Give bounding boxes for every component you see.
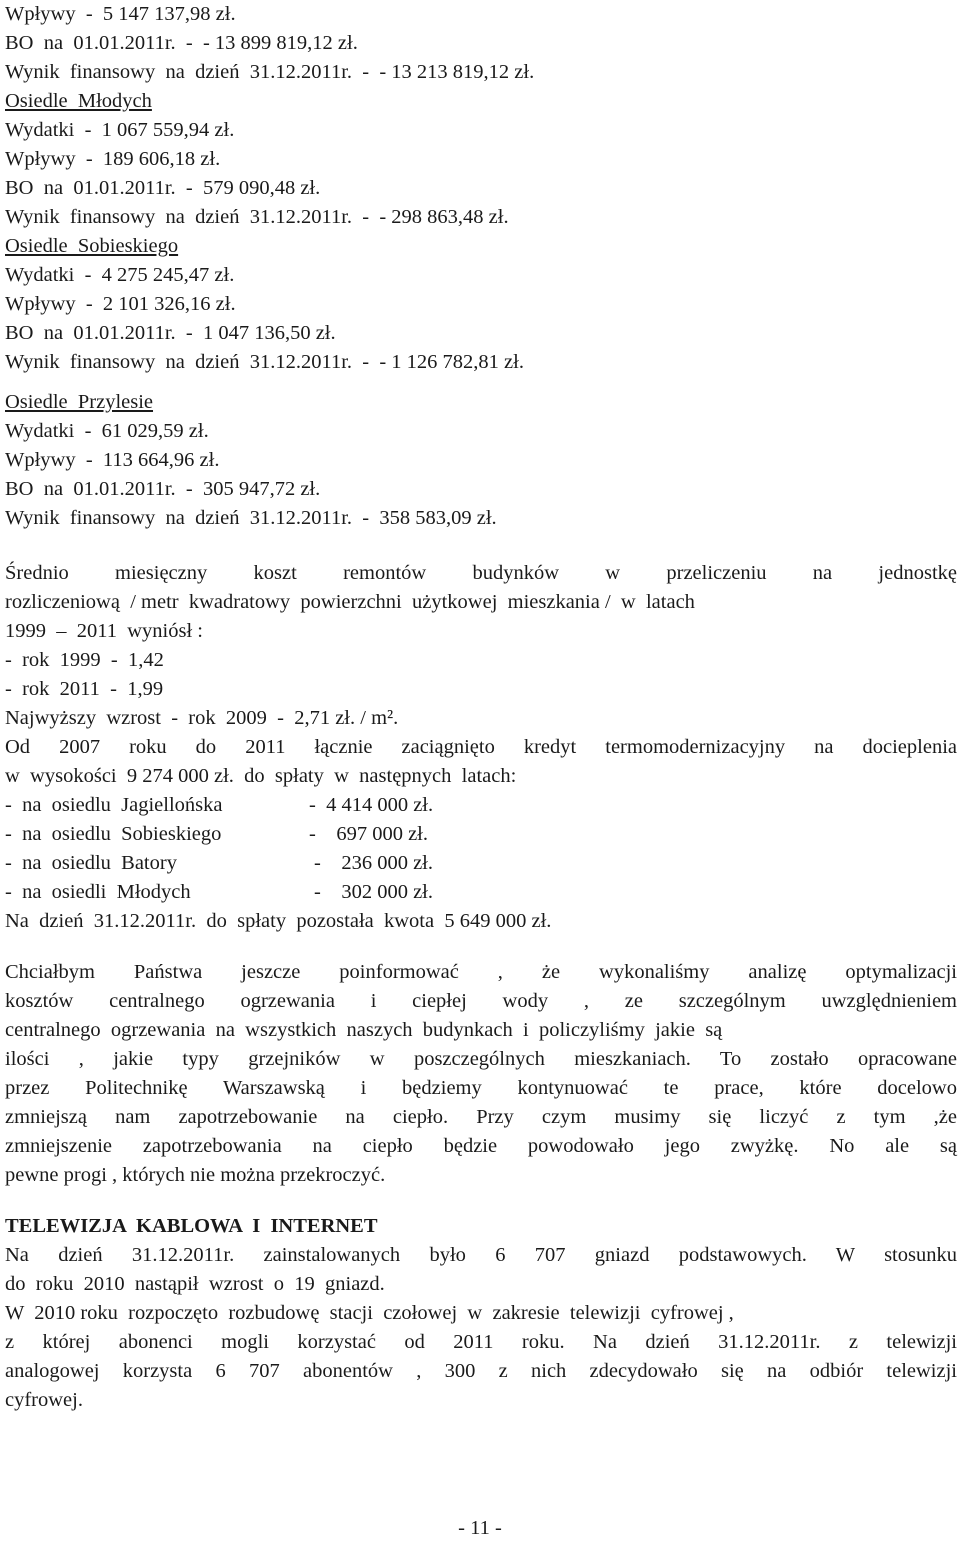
text-line: w wysokości 9 274 000 zł. do spłaty w następnych latach: — [5, 765, 517, 787]
text-line: analogowej korzysta 6 707 abonentów , 300 z nich zdecydowało się na odbiór telewizji — [5, 1360, 957, 1382]
list-item — [5, 878, 957, 907]
text-line: zmniejszą nam zapotrzebowanie na ciepło. Przy czym musimy się liczyć z tym ,że — [5, 1106, 957, 1128]
text-line: zmniejszenie zapotrzebowania na ciepło będzie powodowało jego zwyżkę. No ale są — [5, 1135, 957, 1157]
text-line: Średnio miesięczny koszt remontów budynków w przeliczeniu na jednostkę — [5, 562, 957, 584]
text-line: Wydatki - 4 275 245,47 zł. — [5, 264, 235, 286]
text-line: Wydatki - 61 029,59 zł. — [5, 420, 209, 442]
text-line: Chciałbym Państwa jeszcze poinformować , że wykonaliśmy analizę optymalizacji — [5, 961, 957, 983]
text-line: Na dzień 31.12.2011r. do spłaty pozostała kwota 5 649 000 zł. — [5, 910, 552, 932]
text-line: Wynik finansowy na dzień 31.12.2011r. - - 298 863,48 zł. — [5, 206, 509, 228]
text-line: rozliczeniową / metr kwadratowy powierzchni użytkowej mieszkania / w latach — [5, 591, 695, 613]
text-line: Wydatki - 1 067 559,94 zł. — [5, 119, 235, 141]
text-line: W 2010 roku rozpoczęto rozbudowę stacji czołowej w zakresie telewizji cyfrowej , — [5, 1302, 734, 1324]
text-line: BO na 01.01.2011r. - 1 047 136,50 zł. — [5, 322, 336, 344]
text-line: ilości , jakie typy grzejników w poszczególnych mieszkaniach. To zostało opracowane — [5, 1048, 957, 1070]
text-line: Wpływy - 5 147 137,98 zł. — [5, 3, 236, 25]
section-ogrzewanie — [5, 958, 957, 1190]
text-line: Wynik finansowy na dzień 31.12.2011r. - - 1 126 782,81 zł. — [5, 351, 524, 373]
text-line: Wpływy - 113 664,96 zł. — [5, 449, 220, 471]
text-line: cyfrowej. — [5, 1389, 83, 1411]
document-page — [5, 0, 957, 1415]
top-summary — [5, 0, 957, 87]
text-line: Najwyższy wzrost - rok 2009 - 2,71 zł. / m². — [5, 707, 399, 729]
text-line: kosztów centralnego ogrzewania i ciepłej wody , ze szczególnym uwzględnieniem — [5, 990, 957, 1012]
text-line: - rok 1999 - 1,42 — [5, 649, 164, 671]
text-line: Wpływy - 2 101 326,16 zł. — [5, 293, 236, 315]
text-line: Na dzień 31.12.2011r. zainstalowanych było 6 707 gniazd podstawowych. W stosunku — [5, 1244, 957, 1266]
text-line: Wynik finansowy na dzień 31.12.2011r. - - 13 213 819,12 zł. — [5, 61, 535, 83]
list-item-amount: - 236 000 zł. — [314, 852, 433, 874]
section-osiedle-mlodych — [5, 87, 957, 232]
text-line: 1999 – 2011 wyniósł : — [5, 620, 203, 642]
list-item-amount: - 697 000 zł. — [309, 823, 428, 845]
kredyt-list — [5, 791, 957, 907]
section-heading: Osiedle Młodych — [5, 90, 152, 112]
text-line: centralnego ogrzewania na wszystkich naszych budynkach i policzyliśmy jakie są — [5, 1019, 723, 1041]
list-item-amount: - 4 414 000 zł. — [309, 794, 434, 816]
list-item-label: - na osiedlu Batory — [5, 852, 177, 874]
text-line: pewne progi , których nie można przekroczyć. — [5, 1164, 386, 1186]
text-line: BO na 01.01.2011r. - 579 090,48 zł. — [5, 177, 321, 199]
text-line: Wpływy - 189 606,18 zł. — [5, 148, 221, 170]
text-line: przez Politechnikę Warszawską i będziemy kontynuować te prace, które docelowo — [5, 1077, 957, 1099]
list-item — [5, 791, 957, 820]
text-line: do roku 2010 nastąpił wzrost o 19 gniazd. — [5, 1273, 385, 1295]
list-item — [5, 849, 957, 878]
text-line: - rok 2011 - 1,99 — [5, 678, 164, 700]
section-heading: Osiedle Sobieskiego — [5, 235, 179, 257]
section-telewizja — [5, 1212, 957, 1415]
list-item-label: - na osiedli Młodych — [5, 881, 191, 903]
text-line: BO na 01.01.2011r. - 305 947,72 zł. — [5, 478, 321, 500]
text-line: z której abonenci mogli korzystać od 2011 roku. Na dzień 31.12.2011r. z telewizji — [5, 1331, 957, 1353]
section-remonty — [5, 559, 957, 936]
section-heading: TELEWIZJA KABLOWA I INTERNET — [5, 1215, 378, 1237]
list-item-amount: - 302 000 zł. — [314, 881, 433, 903]
list-item-label: - na osiedlu Sobieskiego — [5, 823, 222, 845]
list-item — [5, 820, 957, 849]
section-heading: Osiedle Przylesie — [5, 391, 154, 413]
section-osiedle-sobieskiego — [5, 232, 957, 377]
text-line: BO na 01.01.2011r. - - 13 899 819,12 zł. — [5, 32, 358, 54]
text-line: Wynik finansowy na dzień 31.12.2011r. - 358 583,09 zł. — [5, 507, 497, 529]
page-number: - 11 - — [458, 1517, 502, 1539]
list-item-label: - na osiedlu Jagiellońska — [5, 794, 223, 816]
text-line: Od 2007 roku do 2011 łącznie zaciągnięto kredyt termomodernizacyjny na docieplenia — [5, 736, 957, 758]
section-osiedle-przylesie — [5, 388, 957, 533]
